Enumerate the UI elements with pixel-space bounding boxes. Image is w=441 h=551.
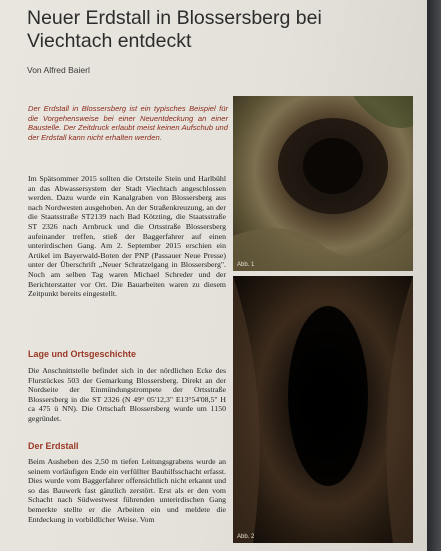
photo-tunnel-passage-art — [233, 276, 413, 543]
article-title: Neuer Erdstall in Blossersberg bei Viechtach entdeckt — [27, 7, 322, 52]
figure-1-caption: Abb. 1 — [237, 262, 255, 268]
photo-excavation-shaft — [233, 96, 413, 271]
figure-2-caption: Abb. 2 — [237, 534, 255, 540]
page-edge-shadow — [427, 0, 441, 551]
heading-lage: Lage und Ortsgeschichte — [28, 349, 137, 359]
paragraph-lage: Die Anschnittstelle befindet sich in der nördlichen Ecke des Flurstückes 503 der Gemarkung Blossersberg. Direkt an der Nordseite der Einmündungstrompete der Ortsstraße Blossersberg in die ST 2326 (N 49° 05'12,3" E13°54'08,5" H ca 475 ü NN). Die Ortschaft Blossersberg wurde um 1150 gegründet. — [28, 366, 226, 423]
paragraph-erdstall: Beim Ausheben des 2,50 m tiefen Leitungsgrabens wurde an seinem vorläufigen Ende ein verfüllter Bauhilfsschacht erfasst. Dies wurde vom Baggerfahrer offensichtlich nicht erkannt und so das Bauwerk fast gänzlich zerstört. Erst als er den vom Schacht nach Südwestwest führenden unterirdischen Gang bemerkte stellte er die Arbeiten ein und meldete die Entdeckung in vorbildlicher Weise. Vom — [28, 457, 226, 524]
article-author: Von Alfred Baierl — [27, 65, 90, 75]
photo-excavation-shaft-art — [233, 96, 413, 271]
article-lead: Der Erdstall in Blossersberg ist ein typisches Beispiel für die Vorgehensweise bei einer Neuentdeckung an einer Baustelle. Der Zeitdruck erlaubt meist keinen Aufschub und der Erdstall kann nicht erhalten werden. — [28, 104, 228, 142]
heading-erdstall: Der Erdstall — [28, 441, 79, 451]
paragraph-intro: Im Spätsommer 2015 sollten die Ortsteile Stein und Harlbühl an das Abwassersystem der Stadt Viechtach angeschlossen werden. Dazu wurde ein Kanalgraben von Blossersberg aus nach Nordwesten ausgehoben. An der Straßenkreuzung, an der die Staatsstraße ST2139 nach Bad Kötzting, die Staatsstraße ST 2326 nach Arnbruck und die Ortsstraße Blossersberg aufeinander treffen, stieß der Baggerfahrer auf einen unterirdischen Gang. Am 2. September 2015 erschien ein Artikel im Bayerwald-Boten der PNP (Passauer Neue Presse) unter der Überschrift „Neuer Schratzelgang in Blossersberg". Noch am selben Tag waren Michael Schreder und der Berichterstatter vor Ort. Die Bauarbeiten waren zu diesem Zeitpunkt bereits eingestellt. — [28, 174, 226, 299]
photo-tunnel-passage — [233, 276, 413, 543]
